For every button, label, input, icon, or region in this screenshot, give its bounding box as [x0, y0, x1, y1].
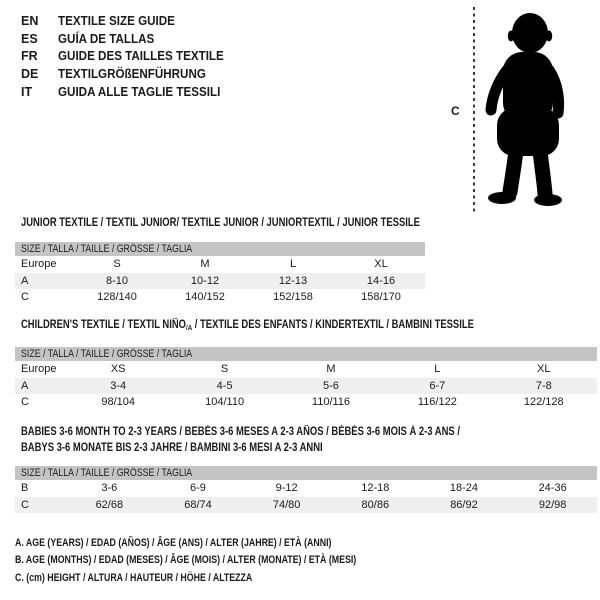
- size-value-cell: 10-12: [190, 274, 220, 287]
- size-value-cell: L: [434, 363, 441, 376]
- size-header-label: SIZE / TALLA / TAILLE / GRÖSSE / TAGLIA: [21, 348, 193, 360]
- size-header-bar: [15, 347, 597, 361]
- footnotes: [15, 535, 442, 587]
- size-value-cell: 80/86: [361, 498, 390, 511]
- size-value-cell: XS: [110, 363, 126, 376]
- size-value-cell: S: [113, 258, 121, 271]
- babies-size-table-section: [15, 466, 597, 513]
- children-size-table-section: [15, 347, 597, 411]
- size-value-cell: 9-12: [275, 482, 298, 495]
- table-row: [15, 256, 425, 273]
- size-value-cell: 18-24: [449, 482, 479, 495]
- row-label-cell: C: [21, 396, 29, 409]
- size-header-bar: [15, 242, 425, 256]
- row-label-cell: A: [21, 274, 29, 287]
- babies-size-table: [15, 480, 597, 513]
- footnote-c: [15, 570, 442, 587]
- size-header-label: SIZE / TALLA / TAILLE / GRÖSSE / TAGLIA: [21, 467, 193, 479]
- size-value-cell: 98/104: [101, 396, 136, 409]
- size-header-label: SIZE / TALLA / TAILLE / GRÖSSE / TAGLIA: [21, 243, 193, 255]
- size-value-cell: 152/158: [273, 291, 313, 304]
- size-value-cell: 74/80: [272, 498, 301, 511]
- size-value-cell: 92/98: [538, 498, 567, 511]
- language-label: GUIDA ALLE TAGLIE TESSILI: [58, 84, 221, 99]
- size-value-cell: XL: [537, 363, 551, 376]
- row-label-cell: Europe: [21, 363, 57, 376]
- size-header-bar: [15, 466, 597, 480]
- section-title-text: JUNIOR TEXTILE / TEXTIL JUNIOR/ TEXTILE JUNIOR / JUNIORTEXTIL / JUNIOR TESSILE: [21, 217, 420, 229]
- language-label: GUÍA DE TALLAS: [58, 31, 155, 46]
- size-value-cell: 12-18: [361, 482, 390, 495]
- language-code: FR: [21, 49, 38, 64]
- language-code: EN: [21, 14, 39, 28]
- size-value-cell: S: [220, 363, 229, 376]
- size-value-cell: L: [289, 258, 297, 271]
- size-value-cell: 104/110: [205, 396, 245, 409]
- size-value-cell: M: [200, 258, 210, 271]
- row-label-cell: C: [21, 498, 29, 511]
- title-part-sub: /A: [186, 323, 193, 332]
- title-part-post: / TEXTILE DES ENFANTS / KINDERTEXTIL / BAMBINI TESSILE: [192, 319, 474, 331]
- language-label: GUIDE DES TAILLES TEXTILE: [58, 49, 224, 64]
- size-value-cell: 122/128: [523, 396, 564, 409]
- height-measure-label: C: [451, 104, 460, 118]
- size-value-cell: 8-10: [105, 274, 129, 287]
- language-code: IT: [21, 84, 33, 99]
- size-value-cell: M: [326, 363, 336, 376]
- footnote-b: [15, 552, 442, 569]
- baby-silhouette-icon: [483, 10, 569, 206]
- title-line-2: BABYS 3-6 MONATE BIS 2-3 JAHRE / BAMBINI 3-6 MESI A 2-3 ANNI: [21, 441, 323, 454]
- title-line-1: BABIES 3-6 MONTH TO 2-3 YEARS / BEBÉS 3-6 MESES A 2-3 AÑOS / BÉBÉS 3-6 MOIS À 2-3 ANS /: [21, 426, 460, 438]
- size-value-cell: 4-5: [216, 379, 233, 392]
- size-value-cell: 14-16: [366, 274, 396, 287]
- row-label-cell: C: [21, 291, 29, 304]
- row-label-cell: A: [21, 379, 29, 392]
- table-row: [15, 394, 597, 411]
- size-value-cell: 12-13: [278, 274, 308, 287]
- footnote-a: [15, 535, 442, 552]
- language-code: ES: [21, 31, 38, 46]
- size-value-cell: 24-36: [538, 482, 567, 495]
- section-title-babies: [21, 425, 556, 456]
- size-value-cell: 62/68: [95, 498, 124, 511]
- language-row: [21, 84, 236, 102]
- size-value-cell: 7-8: [535, 379, 552, 392]
- section-title-junior: [21, 217, 507, 230]
- table-row: [15, 273, 425, 290]
- language-code: DE: [21, 67, 39, 82]
- title-part-pre: CHILDREN'S TEXTILE / TEXTIL NIÑO: [21, 319, 187, 331]
- language-row: [21, 31, 236, 49]
- table-row: [15, 497, 597, 514]
- junior-size-table: [15, 256, 425, 306]
- row-label-cell: Europe: [21, 258, 57, 271]
- size-value-cell: 3-4: [110, 379, 127, 392]
- size-value-cell: 128/140: [97, 291, 137, 304]
- height-dotted-line: [473, 7, 475, 213]
- section-title-text: [21, 319, 474, 334]
- size-value-cell: 86/92: [450, 498, 478, 511]
- size-value-cell: 6-9: [190, 482, 206, 495]
- size-value-cell: XL: [374, 258, 388, 271]
- footnote-b-text: B. AGE (MONTHS) / EDAD (MESES) / ÂGE (MOIS) / ALTER (MONATE) / ETÀ (MESI): [15, 554, 357, 567]
- size-value-cell: 6-7: [429, 379, 446, 392]
- table-row: [15, 480, 597, 497]
- size-value-cell: 116/122: [417, 396, 457, 409]
- junior-size-table-section: [15, 242, 425, 306]
- table-row: [15, 289, 425, 306]
- language-label: TEXTILE SIZE GUIDE: [58, 14, 175, 28]
- size-value-cell: 140/152: [185, 291, 225, 304]
- section-title-children: [21, 319, 573, 334]
- children-size-table: [15, 361, 597, 411]
- table-row: [15, 378, 597, 395]
- size-value-cell: 110/116: [311, 396, 351, 409]
- language-list: [21, 13, 236, 101]
- language-row: [21, 48, 236, 66]
- size-value-cell: 68/74: [184, 498, 212, 511]
- footnote-a-text: A. AGE (YEARS) / EDAD (AÑOS) / ÂGE (ANS) / ALTER (JAHRE) / ETÀ (ANNI): [15, 537, 332, 549]
- size-value-cell: 5-6: [323, 379, 339, 392]
- footnote-c-text: C. (cm) HEIGHT / ALTURA / HAUTEUR / HÖHE / ALTEZZA: [15, 571, 253, 584]
- language-row: [21, 13, 236, 31]
- size-value-cell: 158/170: [361, 291, 401, 304]
- row-label-cell: B: [21, 482, 29, 495]
- language-row: [21, 66, 236, 84]
- size-value-cell: 3-6: [101, 482, 118, 495]
- table-row: [15, 361, 597, 378]
- section-title-text: [21, 425, 460, 456]
- language-label: TEXTILGRÖßENFÜHRUNG: [58, 67, 206, 82]
